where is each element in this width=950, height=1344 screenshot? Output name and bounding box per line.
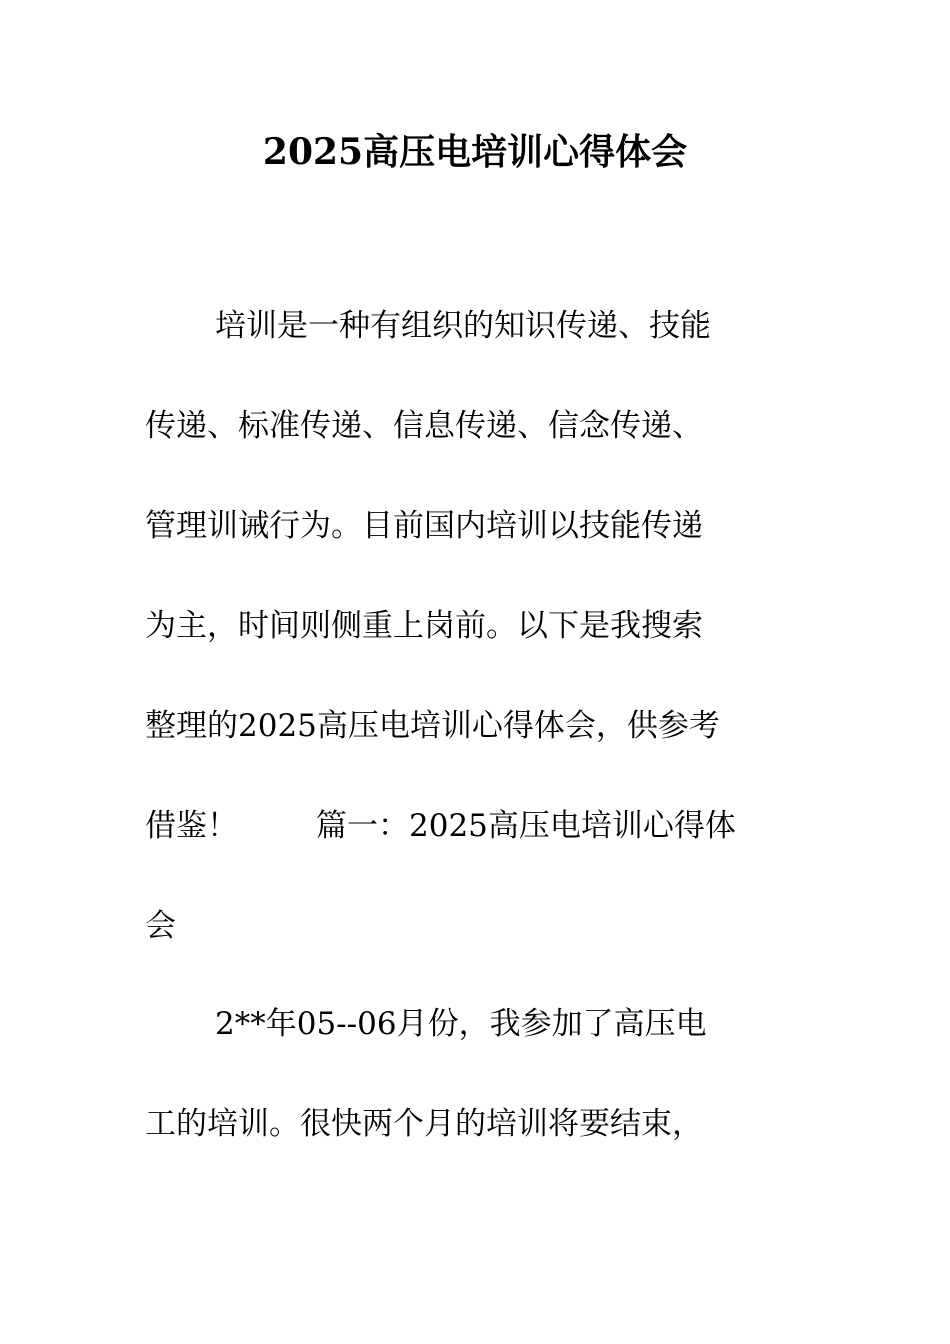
paragraph-line: 整理的2025高压电培训心得体会，供参考	[145, 708, 720, 744]
paragraph-line: 管理训诫行为。目前国内培训以技能传递	[145, 508, 703, 544]
paragraph-line	[145, 776, 805, 876]
paragraph-line: 工的培训。很快两个月的培训将要结束，	[145, 1106, 703, 1142]
document-title: 2025高压电培训心得体会	[262, 131, 688, 173]
intro-paragraph	[145, 276, 805, 976]
section-heading-inline: 篇一：2025高压电培训心得体	[316, 808, 736, 844]
paragraph-line: 为主，时间则侧重上岗前。以下是我搜索	[145, 608, 703, 644]
paragraph-line: 2**年05--06月份，我参加了高压电	[215, 1006, 707, 1042]
paragraph-line: 培训是一种有组织的知识传递、技能	[215, 308, 711, 344]
paragraph-line: 传递、标准传递、信息传递、信念传递、	[145, 408, 703, 444]
line-text-part: 借鉴！	[145, 808, 238, 844]
paragraph-line: 会	[145, 908, 176, 944]
section-paragraph	[145, 974, 805, 1174]
